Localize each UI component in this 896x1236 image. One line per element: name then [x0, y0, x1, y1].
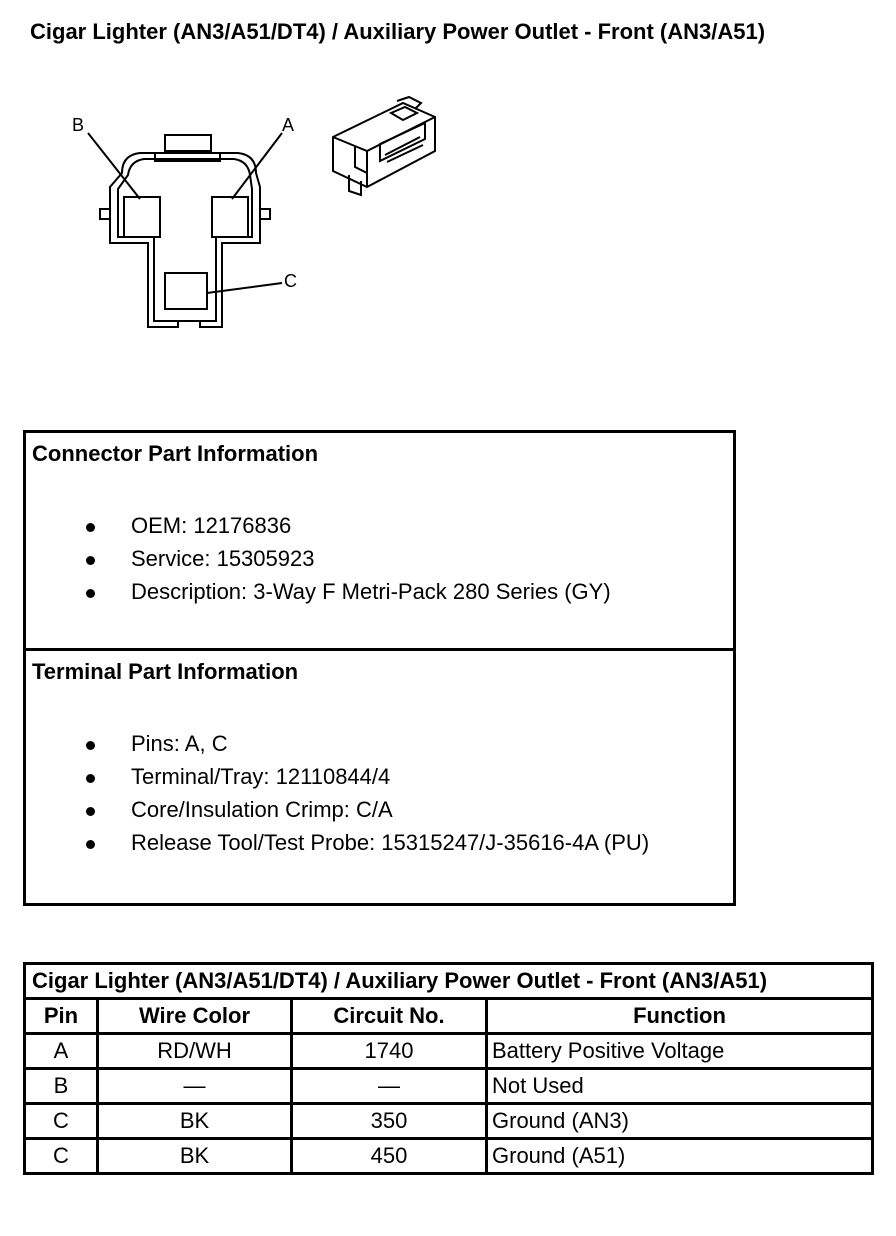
cell-function: Not Used [487, 1069, 873, 1104]
label-a: A [282, 115, 295, 135]
label-b: B [72, 115, 85, 135]
table-row [25, 1139, 873, 1174]
cell-wire-color: — [98, 1069, 292, 1104]
label-c: C [284, 271, 297, 291]
cell-function: Battery Positive Voltage [487, 1034, 873, 1069]
cell-function: Ground (A51) [487, 1139, 873, 1174]
cell-circuit: 450 [292, 1139, 487, 1174]
bullet-icon [86, 774, 95, 783]
col-header-circuit: Circuit No. [292, 999, 487, 1034]
table-row [25, 1104, 873, 1139]
cell-pin: A [25, 1034, 98, 1069]
connector-face-diagram [60, 95, 320, 345]
cell-pin: C [25, 1139, 98, 1174]
col-header-pin: Pin [25, 999, 98, 1034]
part-information-box [23, 430, 736, 906]
terminal-part-info: Terminal Part Information Pins: A, C Terminal/Tray: 12110844/4 Core/Insulation Crimp: C/A Release Tool/Test Probe: 15315247/J-35616-4A (PU) [32, 659, 650, 855]
cell-function: Ground (AN3) [487, 1104, 873, 1139]
pinout-table [23, 962, 874, 1175]
cell-pin: C [25, 1104, 98, 1139]
bullet-icon [86, 807, 95, 816]
cell-wire-color: BK [98, 1104, 292, 1139]
table-row [25, 1034, 873, 1069]
cell-pin: B [25, 1069, 98, 1104]
cell-wire-color: BK [98, 1139, 292, 1174]
page-title: Cigar Lighter (AN3/A51/DT4) / Auxiliary Power Outlet - Front (AN3/A51) [30, 19, 766, 44]
table-caption-row [25, 964, 873, 999]
bullet-icon [86, 523, 95, 532]
table-row [25, 1069, 873, 1104]
cell-wire-color: RD/WH [98, 1034, 292, 1069]
bullet-icon [86, 840, 95, 849]
connector-part-info: Connector Part Information OEM: 12176836 Service: 15305923 Description: 3-Way F Metri-Pack 280 Series (GY) [26, 433, 733, 651]
bullet-icon [86, 556, 95, 565]
cell-circuit: — [292, 1069, 487, 1104]
terminal-part-heading: Terminal Part Information [32, 659, 299, 684]
col-header-function: Function [487, 999, 873, 1034]
bullet-icon [86, 589, 95, 598]
bullet-icon [86, 741, 95, 750]
cell-circuit: 350 [292, 1104, 487, 1139]
cell-circuit: 1740 [292, 1034, 487, 1069]
table-caption: Cigar Lighter (AN3/A51/DT4) / Auxiliary Power Outlet - Front (AN3/A51) [25, 964, 873, 999]
col-header-wire-color: Wire Color [98, 999, 292, 1034]
table-header-row [25, 999, 873, 1034]
connector-isometric-illustration [325, 95, 445, 205]
connector-part-heading: Connector Part Information [32, 441, 319, 466]
